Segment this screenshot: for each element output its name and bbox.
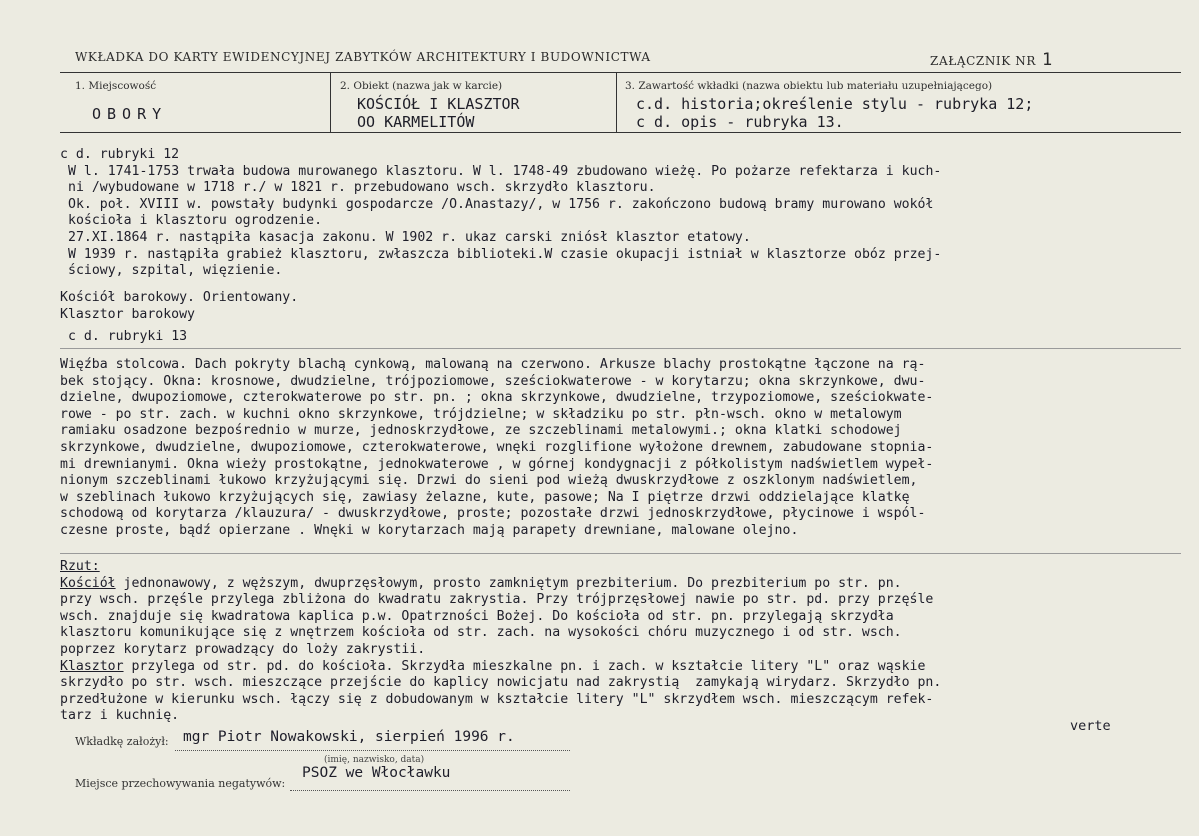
locality-label: 1. Miejscowość [75, 80, 157, 92]
church-word: Kościół [60, 575, 116, 591]
plan-text: przylega od str. pd. do kościoła. Skrzydła mieszkalne pn. i zach. w kształcie litery "L" oraz wąskie [123, 658, 926, 674]
locality-value: OBORY [92, 105, 168, 123]
style-monastery: Klasztor barokowy [60, 306, 195, 322]
card-title: WKŁADKA DO KARTY EWIDENCYJNEJ ZABYTKÓW ARCHITEKTURY I BUDOWNICTWA [75, 50, 651, 64]
plan-line [60, 659, 1175, 676]
monastery-word: Klasztor [60, 658, 124, 674]
plan-section [60, 559, 1175, 725]
section-12-heading: c d. rubryki 12 [60, 147, 180, 162]
description-line: skrzynkowe, dwudzielne, dwupoziomowe, czterokwaterowe, wnęki rozglifione wyłożone drewnem, zabudowane stopnia- [60, 439, 934, 455]
history-line: kościoła i klasztoru ogrodzenie. [68, 213, 323, 229]
section-13-heading: c d. rubryki 13 [68, 329, 188, 344]
plan-line: przedłużone w kierunku wsch. łączy się z dobudowanym w kształcie litery "L" skrzydłem wsch. mieszczącym refek- [60, 691, 934, 707]
storage-value: PSOZ we Włocławku [302, 765, 451, 781]
description-line: dzielne, dwupoziomowe, czterokwaterowe po str. pn. ; okna skrzynkowe, dwudzielne, trzypoziomowe, sześciokwate- [60, 390, 934, 406]
plan-text: jednonawowy, z węższym, dwuprzęsłowym, prosto zamkniętym prezbiterium. Do prezbiterium po str. pn. [115, 575, 902, 591]
description-line: schodową od korytarza /klauzura/ - dwuskrzydłowe, proste; pozostałe drzwi jednoskrzydłowe, płycinowe i wspól- [60, 506, 926, 522]
style-church: Kościół barokowy. Orientowany. [60, 290, 299, 305]
author-label: Wkładkę założył: [75, 735, 169, 748]
content-value-1: c.d. historia;określenie stylu - rubryka 12; [636, 95, 1034, 113]
description-line: mi drewnianymi. Okna wieży prostokątne, jednokwaterowe , w górnej kondygnacji z półkolistym nadświetlem wypeł- [60, 456, 934, 472]
header-rule [60, 72, 1181, 73]
annex-number: 1 [1041, 50, 1053, 70]
storage-label: Miejsce przechowywania negatywów: [75, 777, 286, 790]
column-divider-1 [330, 72, 331, 132]
history-line: 27.XI.1864 r. nastąpiła kasacja zakonu. W 1902 r. ukaz carski zniósł klasztor etatowy. [68, 229, 751, 245]
section-12 [60, 147, 1175, 280]
description-line: Więźba stolcowa. Dach pokryty blachą cynkową, malowaną na czerwono. Arkusze blachy prostokątne łączone na rą- [60, 357, 926, 372]
verte-note: verte [1070, 718, 1111, 734]
plan-line: poprzez korytarz prowadzący do loży zakrystii. [60, 641, 426, 657]
plan-line: klasztoru komunikujące się z wnętrzem kościoła od str. zach. na wysokości chóru muzycznego i od str. wsch. [60, 625, 902, 641]
plan-line: skrzydło po str. wsch. mieszczące przejście do kaplicy nowicjatu nad zakrystią zamykają wirydarz. Skrzydło pn. [60, 675, 942, 691]
history-line: ni /wybudowane w 1718 r./ w 1821 r. przebudowano wsch. skrzydło klasztoru. [68, 180, 656, 196]
plan-line: tarz i kuchnię. [60, 708, 180, 724]
description-line: ramiaku osadzone bezpośrednio w murze, jednoskrzydłowe, ze szczeblinami metalowymi.; okna klatki schodowej [60, 423, 902, 439]
plan-heading: Rzut: [60, 559, 100, 574]
history-line: ściowy, szpital, więzienie. [68, 263, 283, 279]
content-value-2: c d. opis - rubryka 13. [636, 113, 844, 131]
author-dots [175, 750, 570, 751]
author-hint: (imię, nazwisko, data) [324, 755, 425, 765]
section-13-heading-wrap [60, 329, 1175, 346]
author-value: mgr Piotr Nowakowski, sierpień 1996 r. [183, 729, 515, 745]
description-line: bek stojący. Okna: krosnowe, dwudzielne, trójpoziomowe, sześciokwaterowe - w korytarzu; okna skrzynkowe, dwu- [60, 373, 926, 389]
description-line: rowe - po str. zach. w kuchni okno skrzynkowe, trójdzielne; w składziku po str. płn-wsch. okno w metalowym [60, 406, 902, 422]
plan-line [60, 576, 1175, 593]
description-line: w szeblinach łukowo krzyżujących się, zawiasy żelazne, kute, pasowe; Na I piętrze drzwi oddzielające klatkę [60, 489, 910, 505]
history-line: W 1939 r. nastąpiła grabież klasztoru, zwłaszcza biblioteki.W czasie okupacji istniał w klasztorze obóz przej- [68, 246, 942, 262]
object-label: 2. Obiekt (nazwa jak w karcie) [340, 80, 503, 92]
description-line: nionym szczeblinami łukowo krzyżującymi się. Drzwi do sieni pod wieżą dwuskrzydłowe z oszklonym nadświetlem, [60, 473, 918, 489]
column-divider-2 [616, 72, 617, 132]
fields-rule [60, 132, 1181, 133]
section-13 [60, 357, 1175, 540]
plan-line: wsch. znajduje się kwadratowa kaplica p.w. Opatrzności Bożej. Do kościoła od str. pn. przylegają skrzydła [60, 608, 894, 624]
divider-plan [60, 553, 1181, 554]
style-note [60, 290, 1175, 323]
history-line: W l. 1741-1753 trwała budowa murowanego klasztoru. W l. 1748-49 zbudowano wieżę. Po pożarze refektarza i kuch- [68, 163, 942, 179]
divider-13 [60, 348, 1181, 349]
object-value-2: OO KARMELITÓW [357, 113, 475, 131]
annex-label-text: ZAŁĄCZNIK NR [930, 54, 1036, 68]
annex-label [930, 50, 1053, 70]
storage-dots [290, 790, 570, 791]
content-label: 3. Zawartość wkładki (nazwa obiektu lub materiału uzupełniającego) [625, 80, 993, 92]
plan-line: przy wsch. przęśle przylega zbliżona do kwadratu zakrystia. Przy trójprzęsłowej nawie po str. pd. przy przęśle [60, 592, 934, 608]
description-line: czesne proste, bądź opierzane . Wnęki w korytarzach mają parapety drewniane, malowane olejno. [60, 522, 799, 538]
object-value-1: KOŚCIÓŁ I KLASZTOR [357, 95, 520, 113]
history-line: Ok. poł. XVIII w. powstały budynki gospodarcze /O.Anastazy/, w 1756 r. zakończono budową bramy murowano wokół [68, 196, 934, 212]
